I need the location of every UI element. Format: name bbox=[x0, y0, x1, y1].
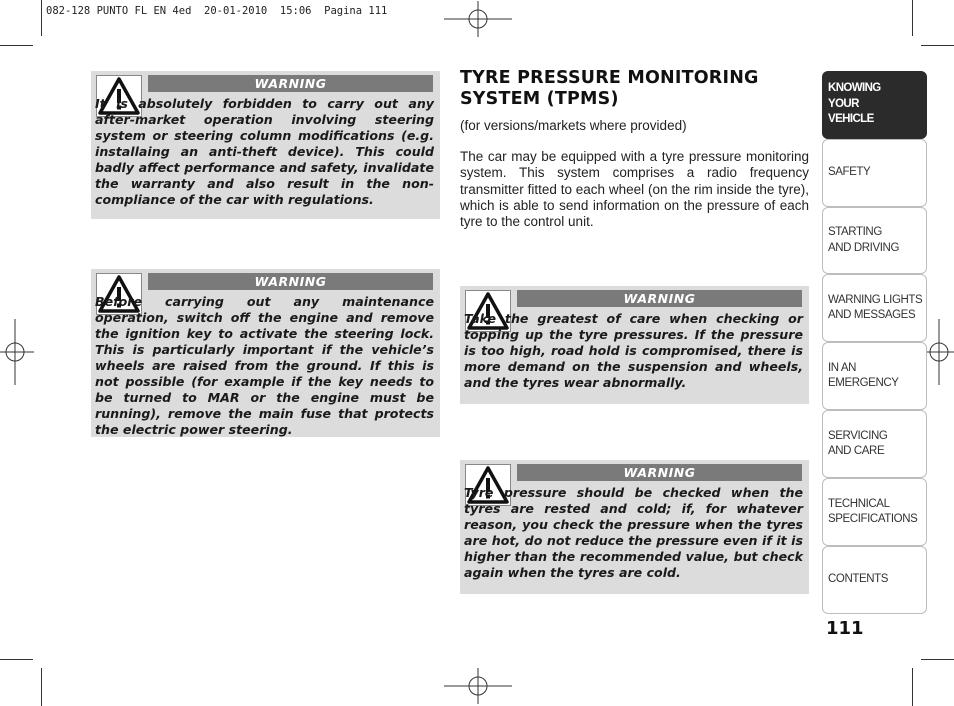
warning-label: WARNING bbox=[517, 464, 802, 481]
crop-mark bbox=[41, 0, 42, 36]
tab-technical-specifications[interactable] bbox=[822, 478, 927, 546]
tab-label: SAFETY bbox=[828, 166, 871, 179]
tab-label: YOUR bbox=[828, 97, 859, 110]
tab-label: AND MESSAGES bbox=[828, 309, 916, 321]
section-body: The car may be equipped with a tyre pressure monitoring system. This system comprises a radio frequency transmitter fitted to each wheel (on the rim inside the tyre), which is able to send information on the pressure of each tyre to the control unit. bbox=[460, 149, 809, 230]
registration-mark-icon bbox=[444, 668, 512, 704]
tab-label: AND DRIVING bbox=[828, 241, 899, 254]
tab-label: EMERGENCY bbox=[828, 377, 899, 389]
warning-label: WARNING bbox=[517, 290, 802, 307]
registration-mark-icon bbox=[444, 1, 512, 37]
tab-label: AND CARE bbox=[828, 445, 885, 457]
tab-label: WARNING LIGHTS bbox=[828, 293, 923, 306]
tab-label: STARTING bbox=[828, 226, 882, 238]
warning-text: Before carrying out any maintenance operation, switch off the engine and remove the ignition key to activate the steering lock. This is particularly important if the vehicle’s wheels are raised from the ground. If this is not possible (for example if the key needs to be turned to MAR or the engine must be running), remove the main fuse that protects the electric power steering. bbox=[95, 294, 434, 437]
print-header: 082-128 PUNTO FL EN 4ed 20-01-2010 15:06 Pagina 111 bbox=[46, 5, 388, 17]
tab-label: SERVICING bbox=[828, 429, 888, 442]
crop-mark bbox=[912, 668, 913, 706]
warning-label: WARNING bbox=[148, 273, 433, 290]
warning-text: Take the greatest of care when checking or topping up the tyre pressures. If the pressure is too high, road hold is compromised, there is more demand on the suspension and wheels, and the tyres wear abnormally. bbox=[464, 311, 803, 390]
section-title-line: SYSTEM (TPMS) bbox=[460, 89, 619, 109]
tab-label: KNOWING bbox=[828, 82, 881, 94]
tab-in-an-emergency[interactable] bbox=[822, 342, 927, 410]
warning-text: It is absolutely forbidden to carry out any after-market operation involving steering system or steering column modifications (e.g. installaing an anti-theft device). This could badly affect performance and safety, invalidate the warranty and also result in the non-compliance of the car with regulations. bbox=[95, 96, 434, 207]
warning-box-tyre-pressure-check bbox=[460, 460, 809, 594]
section-subtitle: (for versions/markets where provided) bbox=[460, 118, 687, 133]
page-number: 111 bbox=[826, 618, 864, 639]
registration-mark-icon bbox=[0, 319, 34, 385]
tab-contents[interactable] bbox=[822, 546, 927, 614]
crop-mark bbox=[912, 0, 913, 36]
tab-servicing-and-care[interactable] bbox=[822, 410, 927, 478]
crop-mark bbox=[41, 668, 42, 706]
warning-box-maintenance bbox=[91, 269, 440, 437]
crop-mark bbox=[0, 45, 33, 46]
section-title bbox=[460, 68, 800, 110]
tab-label: TECHNICAL bbox=[828, 497, 890, 510]
tab-label: CONTENTS bbox=[828, 573, 889, 586]
warning-text: Tyre pressure should be checked when the tyres are rested and cold; if, for whatever reason, you check the pressure when the tyres are hot, do not reduce the pressure even if it is higher than the recommended value, but check again when the tyres are cold. bbox=[464, 485, 803, 580]
crop-mark bbox=[921, 659, 954, 660]
tab-warning-lights-and-messages[interactable] bbox=[822, 274, 927, 342]
crop-mark bbox=[0, 659, 33, 660]
tab-label: SPECIFICATIONS bbox=[828, 513, 918, 525]
warning-label: WARNING bbox=[148, 75, 433, 92]
tab-label: IN AN bbox=[828, 361, 857, 374]
crop-mark bbox=[921, 45, 954, 46]
tab-knowing-your-vehicle[interactable] bbox=[822, 71, 927, 139]
tab-label: VEHICLE bbox=[828, 113, 874, 125]
section-title-line: TYRE PRESSURE MONITORING bbox=[460, 68, 759, 88]
tab-safety[interactable] bbox=[822, 139, 927, 207]
tab-starting-and-driving[interactable] bbox=[822, 207, 927, 274]
warning-box-steering-modification bbox=[91, 71, 440, 219]
warning-box-tyre-pressure-care bbox=[460, 286, 809, 404]
